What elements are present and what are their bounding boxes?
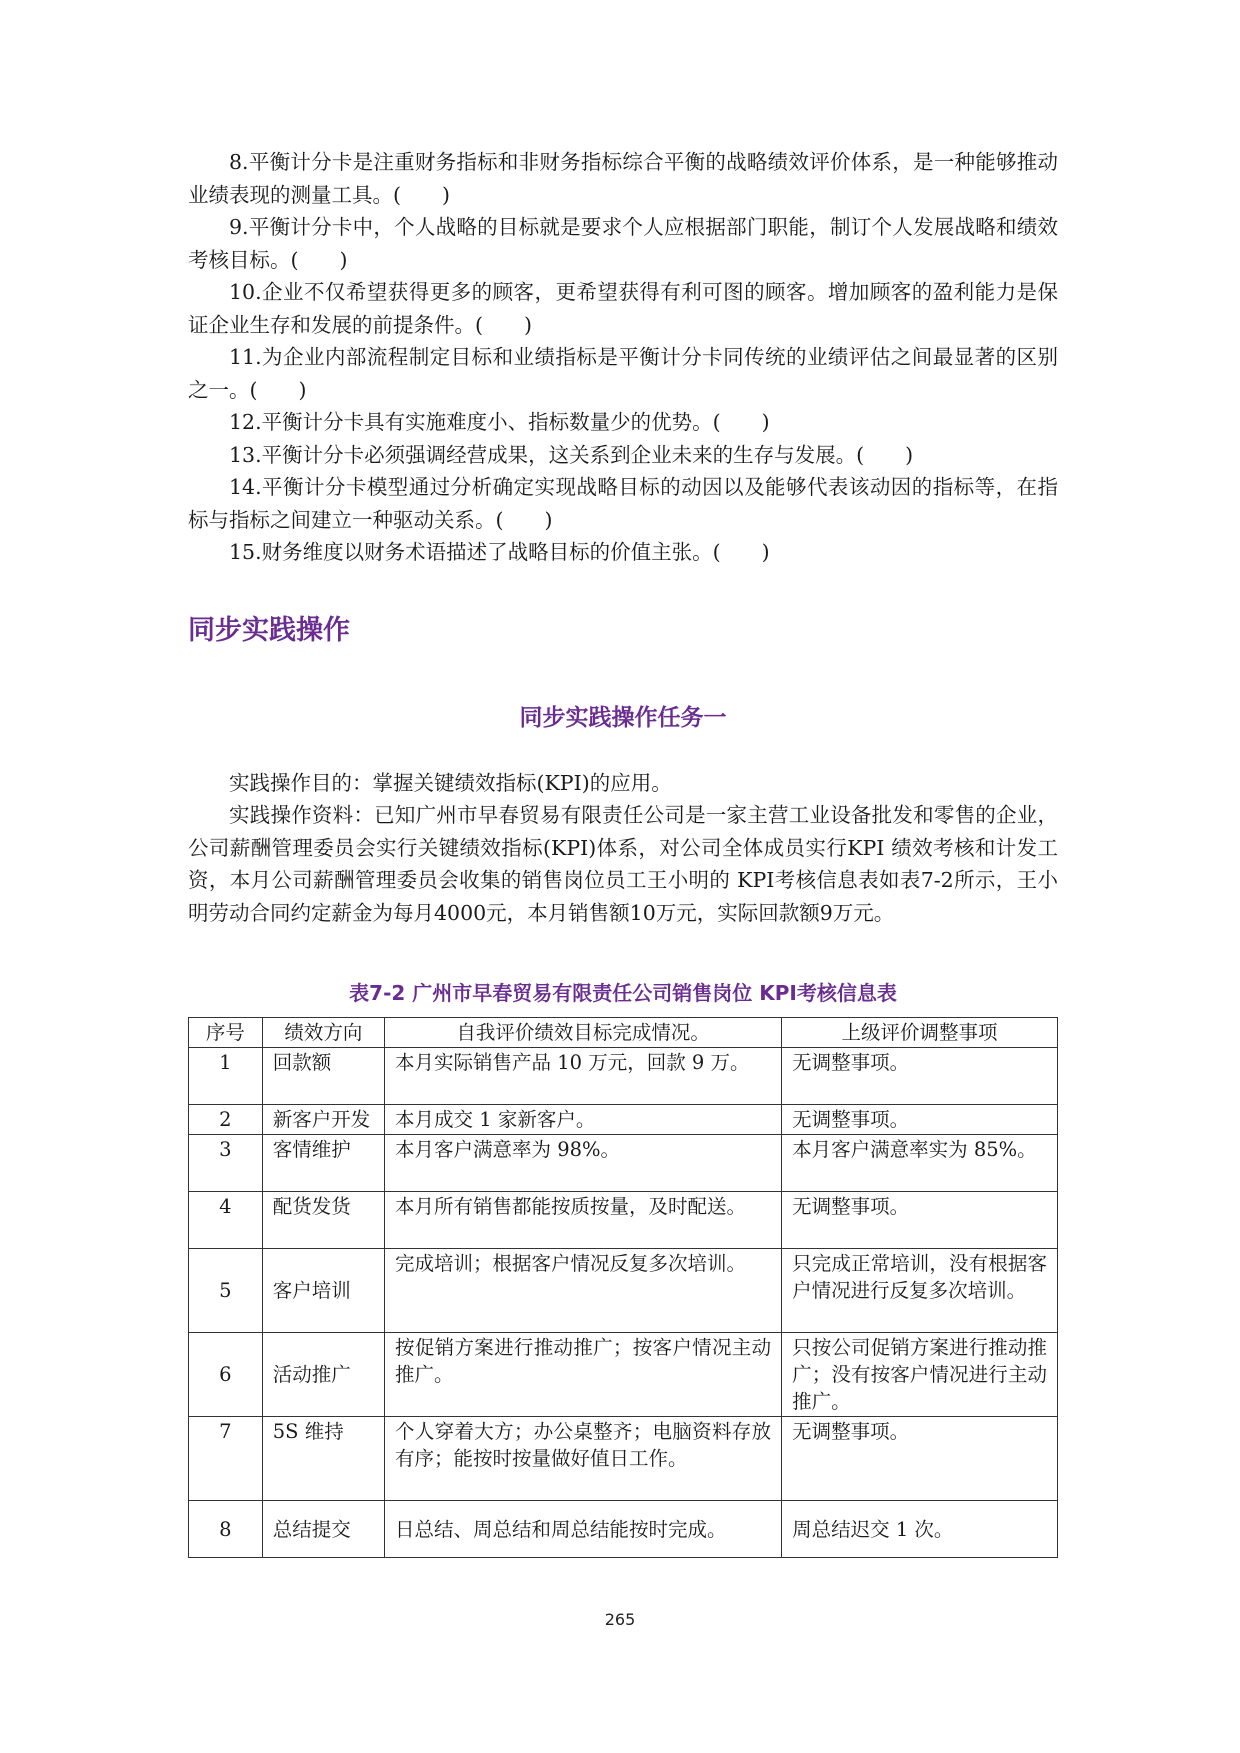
cell-direction: 配货发货 [262,1192,384,1249]
question-9: 9.平衡计分卡中，个人战略的目标就是要求个人应根据部门职能，制订个人发展战略和绩效考核目标。( ) [188,215,1058,272]
question-8: 8.平衡计分卡是注重财务指标和非财务指标综合平衡的战略绩效评价体系，是一种能够推动业绩表现的测量工具。( ) [188,150,1058,207]
cell-no: 1 [189,1048,263,1105]
header-direction: 绩效方向 [262,1018,384,1048]
question-13: 13.平衡计分卡必须强调经营成果，这关系到企业未来的生存与发展。( ) [229,442,914,467]
header-no: 序号 [189,1018,263,1048]
section-title: 同步实践操作 [188,614,350,646]
cell-self-eval: 本月成交 1 家新客户。 [385,1105,782,1135]
cell-superior-eval: 本月客户满意率实为 85%。 [782,1135,1058,1192]
true-false-questions [188,146,1058,569]
cell-no: 7 [189,1417,263,1501]
cell-no: 2 [189,1105,263,1135]
cell-direction: 新客户开发 [262,1105,384,1135]
cell-self-eval: 本月实际销售产品 10 万元，回款 9 万。 [385,1048,782,1105]
practice-purpose: 实践操作目的：掌握关键绩效指标(KPI)的应用。 [229,770,672,795]
table-row [189,1105,1058,1135]
practice-material: 实践操作资料：已知广州市早春贸易有限责任公司是一家主营工业设备批发和零售的企业，公司薪酬管理委员会实行关键绩效指标(KPI)体系，对公司全体成员实行KPI 绩效考核和计发工资，本月公司薪酬管理委员会收集的销售岗位员工王小明的 KPI考核信息表如表7-2所示，王小明劳动合同约定薪金为每月4000元，本月销售额10万元，实际回款额9万元。 [188,803,1058,925]
cell-superior-eval: 无调整事项。 [782,1048,1058,1105]
kpi-table [188,1017,1058,1558]
cell-superior-eval: 无调整事项。 [782,1105,1058,1135]
cell-self-eval: 个人穿着大方；办公桌整齐；电脑资料存放有序；能按时按量做好值日工作。 [385,1417,782,1501]
table-row [189,1417,1058,1501]
page-number: 265 [604,1610,636,1629]
table-caption: 表7-2 广州市早春贸易有限责任公司销售岗位 KPI考核信息表 [349,981,897,1005]
cell-self-eval: 本月所有销售都能按质按量，及时配送。 [385,1192,782,1249]
table-row [189,1048,1058,1105]
cell-self-eval: 本月客户满意率为 98%。 [385,1135,782,1192]
cell-direction: 活动推广 [262,1333,384,1417]
table-row [189,1192,1058,1249]
cell-no: 4 [189,1192,263,1249]
table-header-row [189,1018,1058,1048]
question-15: 15.财务维度以财务术语描述了战略目标的价值主张。( ) [229,540,770,564]
cell-no: 6 [189,1333,263,1417]
cell-self-eval: 日总结、周总结和周总结能按时完成。 [385,1501,782,1558]
cell-no: 3 [189,1135,263,1192]
question-10: 10.企业不仅希望获得更多的顾客，更希望获得有利可图的顾客。增加顾客的盈利能力是保证企业生存和发展的前提条件。( ) [188,280,1058,337]
cell-superior-eval: 无调整事项。 [782,1417,1058,1501]
cell-superior-eval: 周总结迟交 1 次。 [782,1501,1058,1558]
cell-direction: 客情维护 [262,1135,384,1192]
question-12: 12.平衡计分卡具有实施难度小、指标数量少的优势。( ) [229,410,770,434]
table-row [189,1135,1058,1192]
question-11: 11.为企业内部流程制定目标和业绩指标是平衡计分卡同传统的业绩评估之间最显著的区别之一。( ) [188,345,1058,402]
table-row [189,1249,1058,1333]
cell-self-eval: 完成培训；根据客户情况反复多次培训。 [385,1249,782,1333]
header-superior-eval: 上级评价调整事项 [782,1018,1058,1048]
cell-no: 8 [189,1501,263,1558]
task-title: 同步实践操作任务一 [519,704,727,731]
cell-direction: 总结提交 [262,1501,384,1558]
header-self-eval: 自我评价绩效目标完成情况。 [385,1018,782,1048]
cell-superior-eval: 只完成正常培训，没有根据客户情况进行反复多次培训。 [782,1249,1058,1333]
table-row [189,1333,1058,1417]
cell-direction: 5S 维持 [262,1417,384,1501]
table-row [189,1501,1058,1558]
cell-superior-eval: 只按公司促销方案进行推动推广；没有按客户情况进行主动推广。 [782,1333,1058,1417]
cell-direction: 客户培训 [262,1249,384,1333]
cell-superior-eval: 无调整事项。 [782,1192,1058,1249]
cell-direction: 回款额 [262,1048,384,1105]
document-page [188,146,1058,1558]
question-14: 14.平衡计分卡模型通过分析确定实现战略目标的动因以及能够代表该动因的指标等，在指标与指标之间建立一种驱动关系。( ) [188,475,1058,532]
cell-self-eval: 按促销方案进行推动推广；按客户情况主动推广。 [385,1333,782,1417]
cell-no: 5 [189,1249,263,1333]
